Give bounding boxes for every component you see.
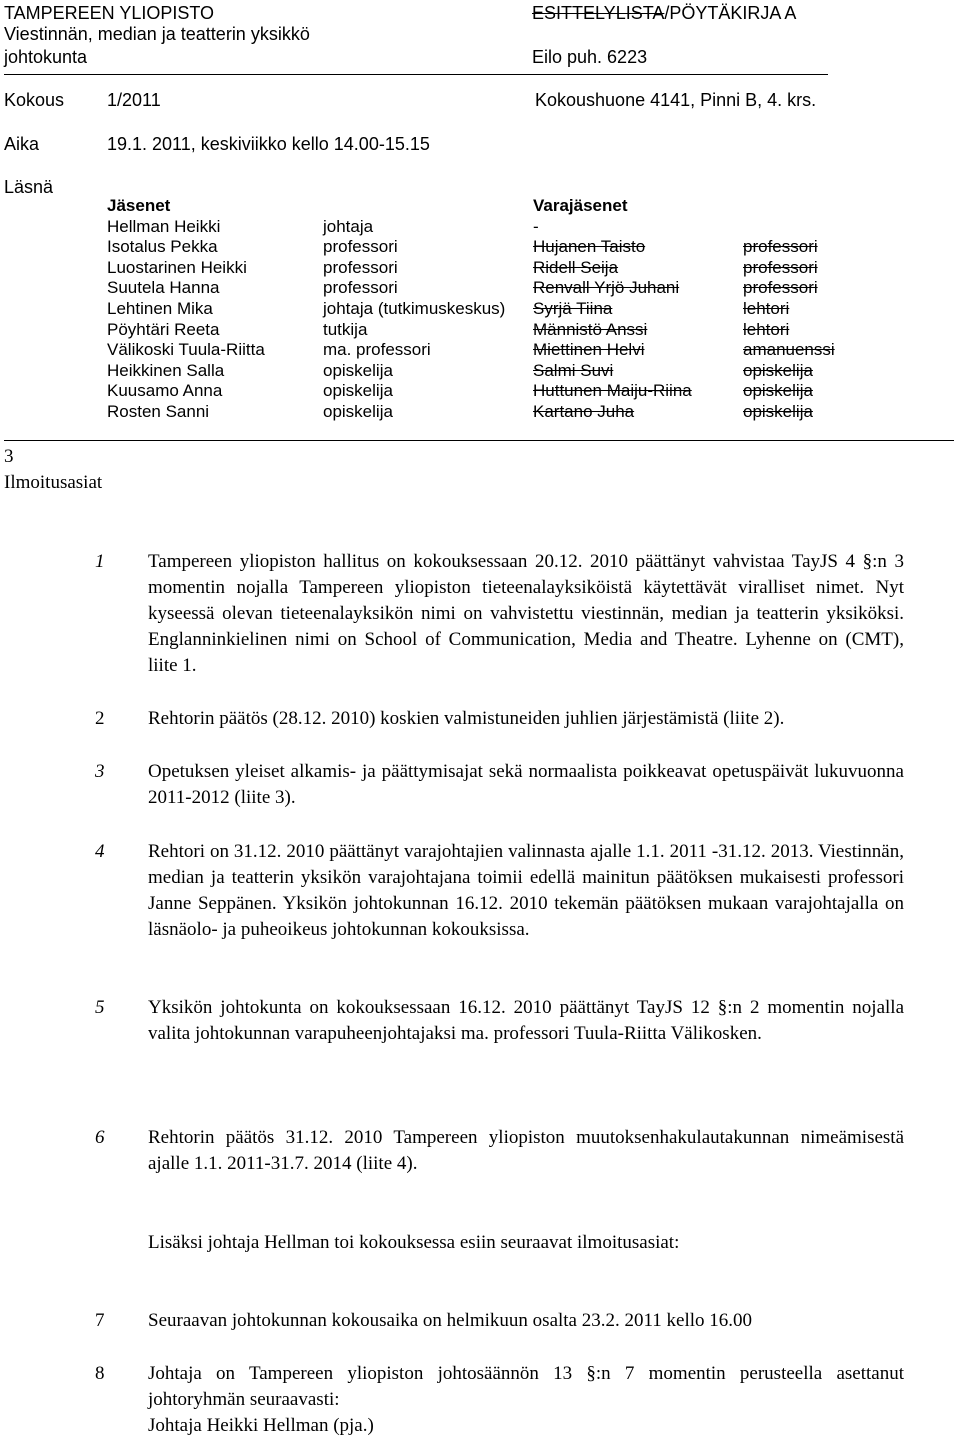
section-divider <box>4 440 954 441</box>
item-text: Rehtorin päätös (28.12. 2010) koskien valmistuneiden juhlien järjestämistä (liite 2). <box>148 708 785 729</box>
aika-label: Aika <box>4 134 40 154</box>
item-text: Johtaja on Tampereen yliopiston johtosäännön 13 §:n 7 momentin perusteella asettanut johtoryhmän seuraavasti: <box>148 1363 904 1410</box>
member-name: Rosten Sanni <box>107 401 210 421</box>
member-name: Hellman Heikki <box>107 216 221 236</box>
deputy-role: opiskelija <box>743 360 813 380</box>
item-number: 1 <box>95 551 105 572</box>
member-role: johtaja <box>323 216 374 236</box>
member-row <box>107 278 835 299</box>
member-name: Välikoski Tuula-Riitta <box>107 340 265 360</box>
member-row <box>107 217 835 238</box>
member-name: Lehtinen Mika <box>107 298 213 318</box>
member-row <box>107 237 835 258</box>
item-text: Opetuksen yleiset alkamis- ja päättymisajat sekä normaalista poikkeavat opetuspäivät lukuvuonna 2011-2012 (liite 3). <box>148 761 904 808</box>
member-name: Luostarinen Heikki <box>107 257 247 277</box>
member-row <box>107 320 835 341</box>
deputy-name: Ridell Seija <box>533 257 619 277</box>
item-number: 2 <box>95 708 105 729</box>
deputy-name: Kartano Juha <box>533 401 635 421</box>
deputy-name: Miettinen Helvi <box>533 340 645 360</box>
item-number: 4 <box>95 841 105 862</box>
member-role: professori <box>323 257 398 277</box>
university-name: TAMPEREEN YLIOPISTO <box>4 3 215 23</box>
member-row <box>107 299 835 320</box>
lasna-label: Läsnä <box>4 177 54 197</box>
member-name: Pöyhtäri Reeta <box>107 319 220 339</box>
deputy-role: lehtori <box>743 319 790 339</box>
kokous-label: Kokous <box>4 90 65 110</box>
member-role: professori <box>323 278 398 298</box>
section-number: 3 <box>4 446 14 467</box>
section-title: Ilmoitusasiat <box>4 472 103 493</box>
members-header: Jäsenet <box>107 196 171 215</box>
item-number: 8 <box>95 1363 105 1384</box>
member-name: Kuusamo Anna <box>107 381 223 401</box>
doc-type-prefix: ESITTELYLISTA <box>532 3 665 23</box>
item-number: 7 <box>95 1310 105 1331</box>
member-role: ma. professori <box>323 340 431 360</box>
aika-value: 19.1. 2011, keskiviikko kello 14.00-15.15 <box>107 134 430 154</box>
deputy-role: professori <box>743 237 818 257</box>
deputy-name: Huttunen Maiju-Riina <box>533 381 692 401</box>
deputy-role: amanuenssi <box>743 340 835 360</box>
members-table <box>107 196 835 423</box>
deputy-name: Männistö Anssi <box>533 319 648 339</box>
deputy-name: Hujanen Taisto <box>533 237 646 257</box>
item-text: Rehtori on 31.12. 2010 päättänyt varajohtajien valinnasta ajalle 1.1. 2011 -31.12. 2013. Viestinnän, median ja teatterin yksikön varajohtajana toimii edellä mainitun päätöksen mukaisesti professori Janne Seppänen. Yksikön johtokunnan 16.12. 2010 tekemän päätöksen mukaan varajohtajalla on läsnäolo- ja puheoikeus johtokunnan kokouksissa. <box>148 841 904 940</box>
deputy-role: opiskelija <box>743 401 813 421</box>
deputy-name: - <box>533 216 539 236</box>
additional-intro: Lisäksi johtaja Hellman toi kokouksessa esiin seuraavat ilmoitusasiat: <box>148 1232 680 1253</box>
member-role: tutkija <box>323 319 368 339</box>
member-name: Suutela Hanna <box>107 278 220 298</box>
deputy-role: professori <box>743 278 818 298</box>
unit-name: Viestinnän, median ja teatterin yksikkö <box>4 24 310 44</box>
member-name: Heikkinen Salla <box>107 360 225 380</box>
member-row <box>107 402 835 423</box>
doc-type-suffix: /PÖYTÄKIRJA A <box>664 3 797 23</box>
item-continuation: Johtaja Heikki Hellman (pja.) <box>148 1415 374 1436</box>
member-role: johtaja (tutkimuskeskus) <box>323 298 506 318</box>
member-row <box>107 381 835 402</box>
member-role: opiskelija <box>323 381 393 401</box>
item-text: Yksikön johtokunta on kokouksessaan 16.12. 2010 päättänyt TayJS 12 §:n 2 momentin nojalla valita johtokunnan varapuheenjohtajaksi ma. professori Tuula-Riitta Välikosken. <box>148 997 904 1044</box>
contact-phone: Eilo puh. 6223 <box>532 47 648 67</box>
member-row <box>107 258 835 279</box>
header-divider <box>4 74 828 75</box>
member-row <box>107 340 835 361</box>
member-role: professori <box>323 237 398 257</box>
document-type <box>532 2 796 24</box>
item-text: Rehtorin päätös 31.12. 2010 Tampereen yliopiston muutoksenhakulautakunnan nimeämisestä ajalle 1.1. 2011-31.7. 2014 (liite 4). <box>148 1127 904 1174</box>
deputy-role <box>743 217 835 238</box>
deputy-name: Syrjä Tiina <box>533 298 613 318</box>
item-text: Tampereen yliopiston hallitus on kokouksessaan 20.12. 2010 päättänyt vahvistaa TayJS 4 §:n 3 momentin nojalla Tampereen yliopiston tieteenalayksiköistä käytettävät viralliset nimet. Nyt kyseessä olevan tieteenalayksikön nimi on vahvistettu viestinnän, median ja teatterin yksiköksi. Englanninkielinen nimi on School of Communication, Media and Theatre. Lyhenne on (CMT), liite 1. <box>148 551 904 676</box>
body-name: johtokunta <box>4 47 88 67</box>
deputy-name: Salmi Suvi <box>533 360 614 380</box>
member-row <box>107 361 835 382</box>
kokous-value: 1/2011 <box>107 90 161 110</box>
item-number: 5 <box>95 997 105 1018</box>
members-header-row <box>107 196 835 217</box>
member-name: Isotalus Pekka <box>107 237 218 257</box>
item-number: 3 <box>95 761 105 782</box>
item-text: Seuraavan johtokunnan kokousaika on helmikuun osalta 23.2. 2011 kello 16.00 <box>148 1310 753 1331</box>
deputy-name: Renvall Yrjö Juhani <box>533 278 680 298</box>
item-number: 6 <box>95 1127 105 1148</box>
member-role: opiskelija <box>323 401 393 421</box>
deputy-role: lehtori <box>743 298 790 318</box>
member-role: opiskelija <box>323 360 393 380</box>
deputy-role: opiskelija <box>743 381 813 401</box>
meeting-place: Kokoushuone 4141, Pinni B, 4. krs. <box>535 90 817 110</box>
deputy-role: professori <box>743 257 818 277</box>
deputies-header: Varajäsenet <box>533 196 628 215</box>
